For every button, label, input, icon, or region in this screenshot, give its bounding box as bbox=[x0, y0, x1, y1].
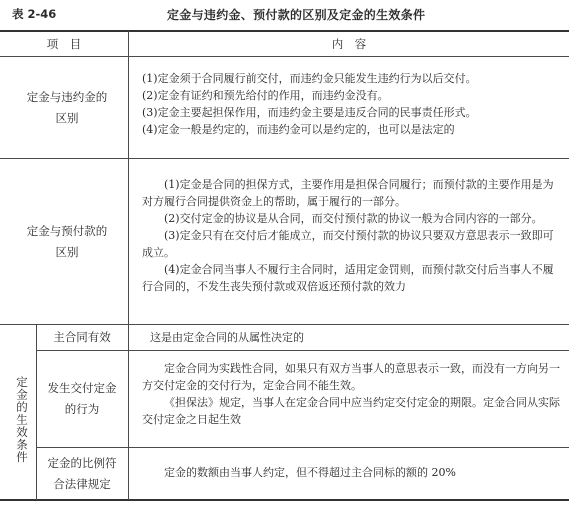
ratio-para: 定金的数额由当事人约定，但不得超过主合同标的额的 20% bbox=[164, 466, 456, 479]
row-label-prepayment bbox=[22, 159, 112, 324]
row-label-penalty-text: 定金与违约金的区别 bbox=[26, 89, 108, 125]
penalty-line-2: (2)定金有证约和预先给付的作用，而违约金没有。 bbox=[142, 89, 389, 102]
sub-label-delivery bbox=[42, 351, 122, 447]
penalty-line-3: (3)定金主要起担保作用，而违约金主要是违反合同的民事责任形式。 bbox=[142, 106, 477, 119]
prepayment-para-3: (3)定金只有在交付后才能成立，而交付预付款的协议只要双方意思表示一致即可成立。 bbox=[142, 229, 554, 259]
sub-label-delivery-text: 发生交付定金的行为 bbox=[47, 381, 117, 416]
penalty-line-1: (1)定金须于合同履行前交付，而违约金只能发生违约行为以后交付。 bbox=[142, 72, 477, 85]
sub-label-ratio-text: 定金的比例符合法律规定 bbox=[47, 455, 117, 491]
row-label-prepayment-text: 定金与预付款的区别 bbox=[26, 223, 108, 259]
table-bottom-rule bbox=[0, 499, 569, 501]
table-title: 定金与违约金、预付款的区别及定金的生效条件 bbox=[167, 8, 426, 22]
prepayment-para-1: (1)定金是合同的担保方式，主要作用是担保合同履行；而预付款的主要作用是为对方履行合同提供资金上的帮助，属于履行的一部分。 bbox=[142, 178, 554, 208]
sub-content-ratio bbox=[142, 464, 562, 481]
group-divider bbox=[36, 325, 37, 500]
row-content-prepayment bbox=[142, 176, 562, 295]
sub-content-delivery bbox=[142, 360, 562, 428]
delivery-para-1: 定金合同为实践性合同，如果只有双方当事人的意思表示一致，而没有一方向另一方交付定金的交付行为，定金合同不能生效。 bbox=[142, 362, 560, 392]
group-label-conditions-text: 定金的生效条件 bbox=[15, 376, 29, 464]
table-header bbox=[12, 6, 560, 26]
sub-label-ratio bbox=[42, 448, 122, 499]
sub-label-main-contract-text: 主合同有效 bbox=[53, 330, 111, 344]
table-number: 表 2-46 bbox=[12, 7, 57, 21]
prepayment-para-2: (2)交付定金的协议是从合同，而交付预付款的协议一般为合同内容的一部分。 bbox=[164, 212, 543, 225]
group-label-conditions bbox=[9, 340, 35, 500]
table-top-rule bbox=[0, 30, 569, 32]
row-label-penalty bbox=[22, 57, 112, 158]
main-contract-para: 这是由定金合同的从属性决定的 bbox=[150, 331, 304, 344]
column-header-item: 项 目 bbox=[46, 37, 82, 51]
penalty-line-4: (4)定金一般是约定的，而违约金可以是约定的，也可以是法定的 bbox=[142, 123, 455, 136]
sub-content-main-contract bbox=[150, 329, 562, 346]
column-header-content: 内 容 bbox=[331, 37, 367, 51]
sub-label-main-contract bbox=[40, 325, 124, 350]
prepayment-para-4: (4)定金合同当事人不履行主合同时，适用定金罚则，而预付款交付后当事人不履行合同的，不发生丧失预付款或双倍返还预付款的效力 bbox=[142, 263, 554, 293]
row-content-penalty bbox=[142, 70, 562, 138]
delivery-para-2: 《担保法》规定，当事人在定金合同中应当约定交付定金的期限。定金合同从实际交付定金之日起生效 bbox=[142, 396, 560, 426]
column-divider bbox=[128, 31, 129, 500]
